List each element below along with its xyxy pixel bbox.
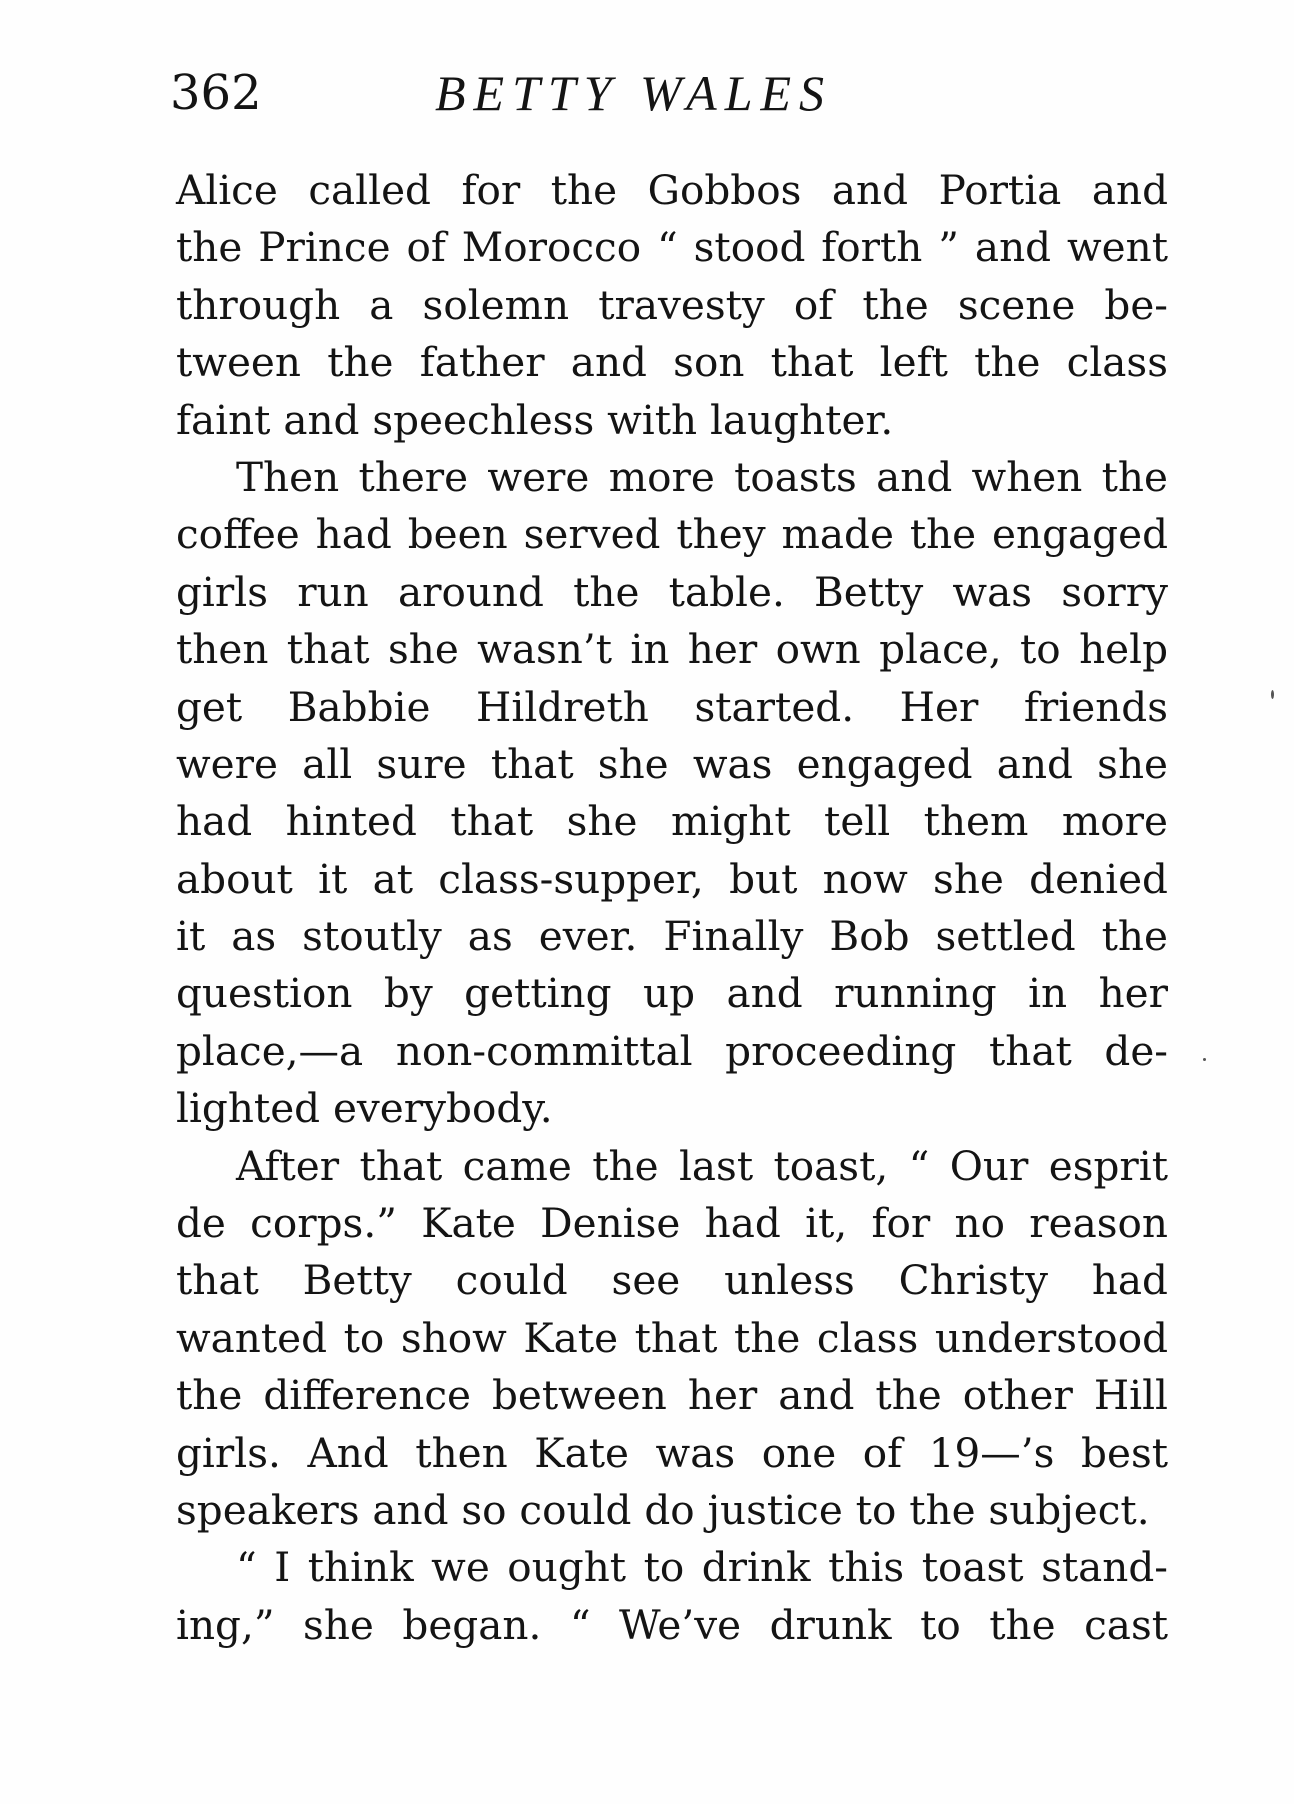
paragraph-end-line: speakers and so could do justice to the subject. [176, 1485, 1150, 1534]
paragraph-start-line: Then there were more toasts and when the [236, 452, 1168, 501]
paragraph-start-line: After that came the last toast, “ Our esprit [236, 1141, 1168, 1190]
book-title: BETTY WALES [435, 65, 833, 121]
paragraph-start-line: “ I think we ought to drink this toast stand- [236, 1543, 1168, 1592]
text-line: were all sure that she was engaged and she [176, 739, 1168, 788]
text-line: it as stoutly as ever. Finally Bob settled the [176, 912, 1168, 961]
text-line: wanted to show Kate that the class understood [176, 1313, 1168, 1362]
text-line: through a solemn travesty of the scene be- [176, 280, 1168, 329]
running-head [170, 58, 1170, 128]
text-line: ing,” she began. “ We’ve drunk to the cast [176, 1600, 1168, 1649]
page-number: 362 [170, 65, 262, 121]
text-line: tween the father and son that left the class [176, 338, 1168, 387]
text-line: that Betty could see unless Christy had [176, 1256, 1168, 1305]
text-line: de corps.” Kate Denise had it, for no reason [176, 1199, 1168, 1248]
paragraph-end-line: faint and speechless with laughter. [176, 395, 894, 444]
text-line: the difference between her and the other Hill [176, 1371, 1168, 1420]
paper-speck [1271, 690, 1274, 699]
body-text [176, 162, 1168, 1654]
text-line: the Prince of Morocco “ stood forth ” and went [176, 223, 1168, 272]
text-line: question by getting up and running in her [176, 969, 1168, 1018]
text-line: had hinted that she might tell them more [176, 797, 1168, 846]
text-line: then that she wasn’t in her own place, to help [176, 625, 1168, 674]
text-line: girls. And then Kate was one of 19—’s best [176, 1428, 1168, 1477]
text-line: coffee had been served they made the engaged [176, 510, 1168, 559]
text-line: girls run around the table. Betty was sorry [176, 567, 1168, 616]
paper-speck [1203, 1058, 1206, 1061]
text-line: about it at class-supper, but now she denied [176, 854, 1168, 903]
text-line: get Babbie Hildreth started. Her friends [176, 682, 1168, 731]
text-line: Alice called for the Gobbos and Portia and [176, 166, 1168, 214]
paragraph-end-line: lighted everybody. [176, 1084, 553, 1133]
text-line: place,—a non-committal proceeding that de- [176, 1026, 1168, 1075]
